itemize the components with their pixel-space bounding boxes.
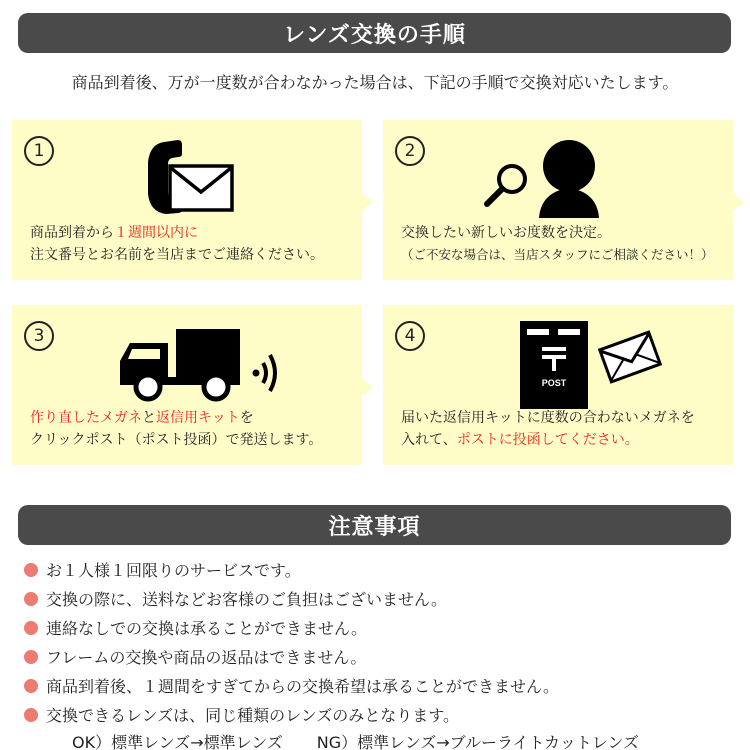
step-2-line1: 交換したい新しいお度数を決定。 (401, 225, 611, 241)
notes-header (18, 505, 731, 545)
note-item (24, 558, 301, 581)
arrow-right-icon (362, 378, 373, 396)
bullet-icon (24, 621, 38, 635)
note-item (24, 645, 366, 668)
step-number-1: 1 (24, 136, 54, 166)
step-3-line1d: を (239, 410, 254, 426)
note-text: フレームの交換や商品の返品はできません。 (46, 648, 367, 667)
search-person-icon (481, 136, 621, 218)
arrow-right-icon (733, 193, 744, 211)
note-text: 交換の際に、送料などお客様のご負担はございません。 (46, 590, 447, 609)
intro-text: 商品到着後、万が一度数が合わなかった場合は、下記の手順で交換対応いたします。 (71, 73, 679, 92)
step-1-line2: 注文番号とお名前を当店までご連絡ください。 (30, 247, 324, 263)
ok-example: OK）標準レンズ→標準レンズ (72, 733, 283, 750)
note-text: 連絡なしでの交換は承ることができません。 (46, 619, 367, 638)
step-1-text (30, 222, 324, 266)
step-3-text (30, 407, 322, 451)
note-text: 商品到着後、１週間をすぎてからの交換希望は承ることができません。 (46, 677, 559, 696)
step-number-2: 2 (395, 136, 425, 166)
step-3-line1b: と (142, 410, 156, 426)
step-1-line1b: １週間以内に (114, 225, 198, 241)
notes-title: 注意事項 (328, 514, 421, 540)
truck-icon (116, 325, 286, 405)
step-4-line2b: ポストに投函してください。 (456, 432, 639, 448)
bullet-icon (24, 708, 38, 722)
bullet-icon (24, 650, 38, 664)
step-2-text (401, 222, 714, 266)
step-2-line2: （ご不安な場合は、当店スタッフにご相談ください！） (401, 247, 714, 262)
step-card-4 (383, 305, 733, 465)
note-item (24, 616, 367, 639)
bullet-icon (24, 563, 38, 577)
lens-example (72, 730, 639, 750)
bullet-icon (24, 679, 38, 693)
phone-mail-icon (142, 136, 234, 214)
step-3-line1a: 作り直したメガネ (30, 410, 142, 426)
bullet-icon (24, 592, 38, 606)
step-card-2 (383, 120, 733, 280)
arrow-right-icon (362, 193, 373, 211)
steps-title: レンズ交換の手順 (283, 22, 466, 48)
note-item (24, 674, 559, 697)
step-number-4: 4 (395, 321, 425, 351)
step-1-line1a: 商品到着から (30, 225, 114, 241)
note-text: お１人様１回限りのサービスです。 (46, 561, 301, 580)
step-3-line1c: 返信用キット (156, 410, 240, 426)
step-4-text (401, 407, 695, 451)
step-card-1 (12, 120, 362, 280)
step-number-3: 3 (24, 321, 54, 351)
step-card-3 (12, 305, 362, 465)
postbox-label: POST (541, 378, 567, 388)
step-4-line1: 届いた返信用キットに度数の合わないメガネを (401, 410, 695, 426)
note-text: 交換できるレンズは、同じ種類のレンズのみとなります。 (46, 706, 459, 725)
postbox-mail-icon (518, 319, 668, 411)
steps-header (18, 13, 731, 53)
step-3-line2: クリックポスト（ポスト投函）で発送します。 (30, 432, 323, 448)
ng-example: NG）標準レンズ→ブルーライトカットレンズ (316, 733, 639, 750)
note-item (24, 703, 459, 726)
step-4-line2a: 入れて、 (401, 432, 457, 448)
note-item (24, 587, 447, 610)
